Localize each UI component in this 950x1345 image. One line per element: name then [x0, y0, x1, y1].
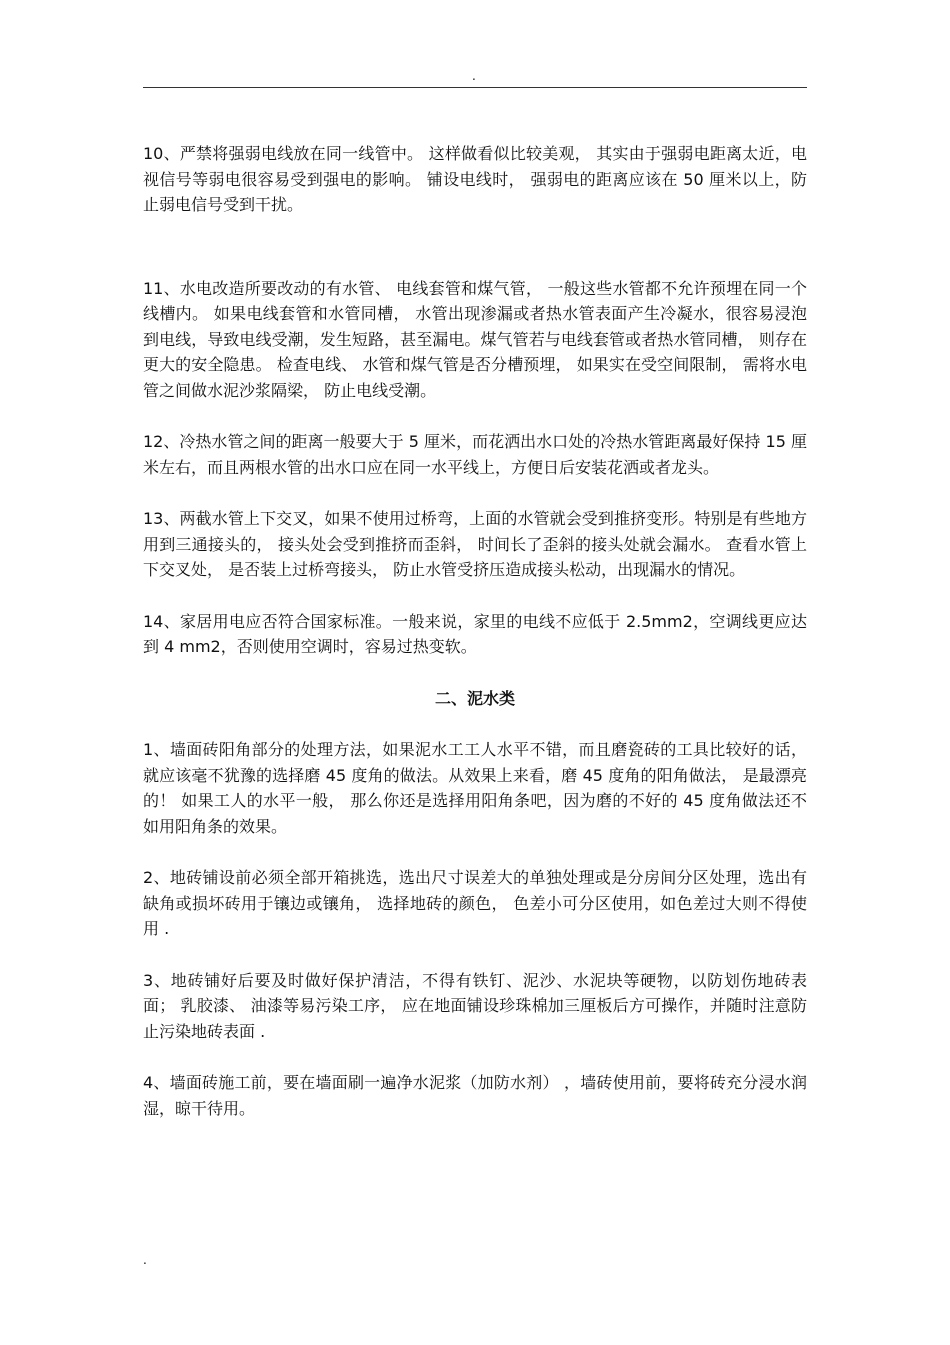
paragraph-item-14: 14、家居用电应否符合国家标准。一般来说，家里的电线不应低于 2.5mm2，空调线更应达到 4 mm2，否则使用空调时，容易过热变软。	[143, 611, 807, 656]
section-heading: 二、泥水类	[434, 688, 515, 708]
paragraph-item-2: 2、地砖铺设前必须全部开箱挑选，选出尺寸误差大的单独处理或是分房间分区处理，选出有缺角或损坏砖用于镶边或镶角， 选择地砖的颜色， 色差小可分区使用，如色差过大则不得使用 .	[143, 868, 807, 938]
paragraph-item-4: 4、墙面砖施工前，要在墙面刷一遍净水泥浆（加防水剂） ，墙砖使用前，要将砖充分浸水润湿，晾干待用。	[143, 1073, 807, 1118]
footer-mark: .	[143, 1253, 147, 1267]
document-body	[143, 141, 807, 1121]
paragraph-item-12: 12、冷热水管之间的距离一般要大于 5 厘米，而花洒出水口处的冷热水管距离最好保持 15 厘米左右，而且两根水管的出水口应在同一水平线上，方便日后安装花洒或者龙头。	[143, 432, 807, 477]
paragraph-item-11: 11、水电改造所要改动的有水管、 电线套管和煤气管， 一般这些水管都不允许预埋在同一个线槽内。 如果电线套管和水管同槽， 水管出现渗漏或者热水管表面产生冷凝水，很容易浸泡到电线，导致电线受潮，发生短路，甚至漏电。煤气管若与电线套管或者热水管同槽， 则存在更大的安全隐患。 检查电线、 水管和煤气管是否分槽预埋， 如果实在受空间限制， 需将水电管之间做水泥沙浆隔梁， 防止电线受潮。	[143, 278, 807, 400]
header-divider	[143, 87, 807, 88]
paragraph-item-10: 10、严禁将强弱电线放在同一线管中。 这样做看似比较美观， 其实由于强弱电距离太近，电视信号等弱电很容易受到强电的影响。 铺设电线时， 强弱电的距离应该在 50 厘米以上，防止弱电信号受到干扰。	[143, 144, 807, 214]
paragraph-item-13: 13、两截水管上下交叉，如果不使用过桥弯，上面的水管就会受到推挤变形。特别是有些地方用到三通接头的， 接头处会受到推挤而歪斜， 时间长了歪斜的接头处就会漏水。 查看水管上下交叉处， 是否装上过桥弯接头， 防止水管受挤压造成接头松动，出现漏水的情况。	[143, 509, 807, 579]
header-mark: .	[472, 69, 476, 83]
paragraph-item-1: 1、墙面砖阳角部分的处理方法，如果泥水工工人水平不错，而且磨瓷砖的工具比较好的话，就应该毫不犹豫的选择磨 45 度角的做法。从效果上来看，磨 45 度角的阳角做法， 是最漂亮的！ 如果工人的水平一般， 那么你还是选择用阳角条吧，因为磨的不好的 45 度角做法还不如用阳角条的效果。	[143, 740, 807, 836]
paragraph-item-3: 3、地砖铺好后要及时做好保护清洁，不得有铁钉、泥沙、水泥块等硬物，以防划伤地砖表面； 乳胶漆、 油漆等易污染工序， 应在地面铺设珍珠棉加三厘板后方可操作，并随时注意防止污染地砖表面 .	[143, 970, 807, 1041]
